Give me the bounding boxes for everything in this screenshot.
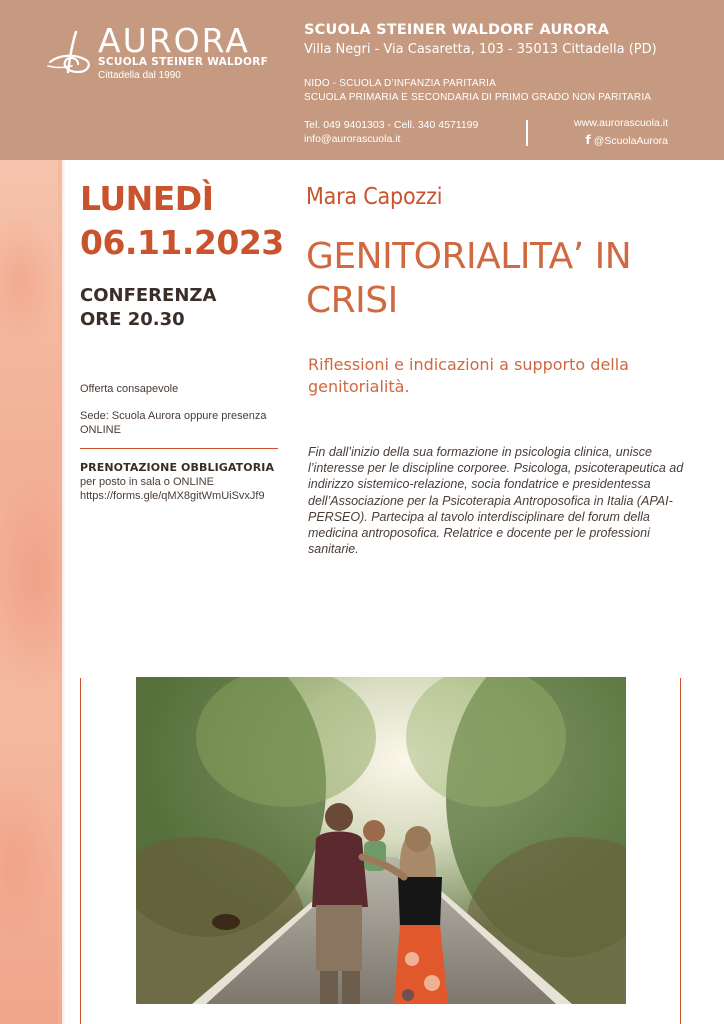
watercolor-strip [0, 160, 62, 1024]
contact-website[interactable]: www.aurorascuola.it [574, 117, 668, 129]
event-time: ORE 20.30 [80, 309, 185, 330]
booking-url[interactable]: https://forms.gle/qMX8gitWmUiSvxJf9 [80, 490, 265, 502]
venue-note: Sede: Scuola Aurora oppure presenza ONLINE [80, 410, 267, 437]
logo-name: AURORA [98, 21, 250, 60]
contact-phone: Tel. 049 9401303 - Cell. 340 4571199 [304, 119, 479, 131]
aurora-swirl-logo-icon [46, 28, 98, 78]
contact-email[interactable]: info@aurorascuola.it [304, 133, 401, 145]
header-banner [0, 0, 724, 160]
header-divider [526, 120, 528, 146]
speaker-bio: Fin dall’inizio della sua formazione in psicologia clinica, unisce l’interesse per le discipline corporee. Psicologa, psicoterapeutica ad indirizzo sistemico-relazione, socia fondatrice e presidentessa dell’Associazione per la Psicoterapia Antroposofica in Italia (APAI-PERSEO). Partecipa al tavolo interdisciplinare del forum della medicina antroposofica. Relatrice e docente per le professioni sanitarie. [308, 445, 684, 557]
watercolor-edge [58, 160, 66, 1024]
event-date: 06.11.2023 [80, 223, 284, 262]
logo-since: Cittadella dal 1990 [98, 70, 181, 81]
talk-subtitle: Riflessioni e indicazioni a supporto della genitorialità. [308, 355, 629, 396]
speaker-name: Mara Capozzi [306, 184, 443, 210]
school-offer-line-1: NIDO - SCUOLA D’INFANZIA PARITARIA [304, 78, 497, 89]
photo-rule-right [680, 678, 681, 1024]
family-photo-illustration [136, 677, 626, 1004]
contact-social[interactable] [585, 133, 668, 147]
school-offer-line-2: SCUOLA PRIMARIA E SECONDARIA DI PRIMO GRADO NON PARITARIA [304, 92, 652, 103]
event-day: LUNEDÌ [80, 179, 214, 218]
offer-note: Offerta consapevole [80, 383, 179, 395]
school-address: Villa Negri - Via Casaretta, 103 - 35013 Cittadella (PD) [304, 42, 657, 57]
left-divider [80, 448, 278, 449]
booking-title: PRENOTAZIONE OBBLIGATORIA [80, 461, 275, 474]
booking-text: per posto in sala o ONLINE [80, 476, 214, 488]
photo-rule-left [80, 678, 81, 1024]
logo-subtitle: SCUOLA STEINER WALDORF [98, 56, 269, 68]
family-photo [136, 677, 626, 1004]
event-type: CONFERENZA [80, 285, 217, 306]
facebook-icon: f [585, 133, 591, 147]
school-name: SCUOLA STEINER WALDORF AURORA [304, 22, 610, 38]
talk-title: GENITORIALITA’ IN CRISI [306, 236, 632, 321]
social-handle: @ScuolaAurora [593, 135, 668, 147]
